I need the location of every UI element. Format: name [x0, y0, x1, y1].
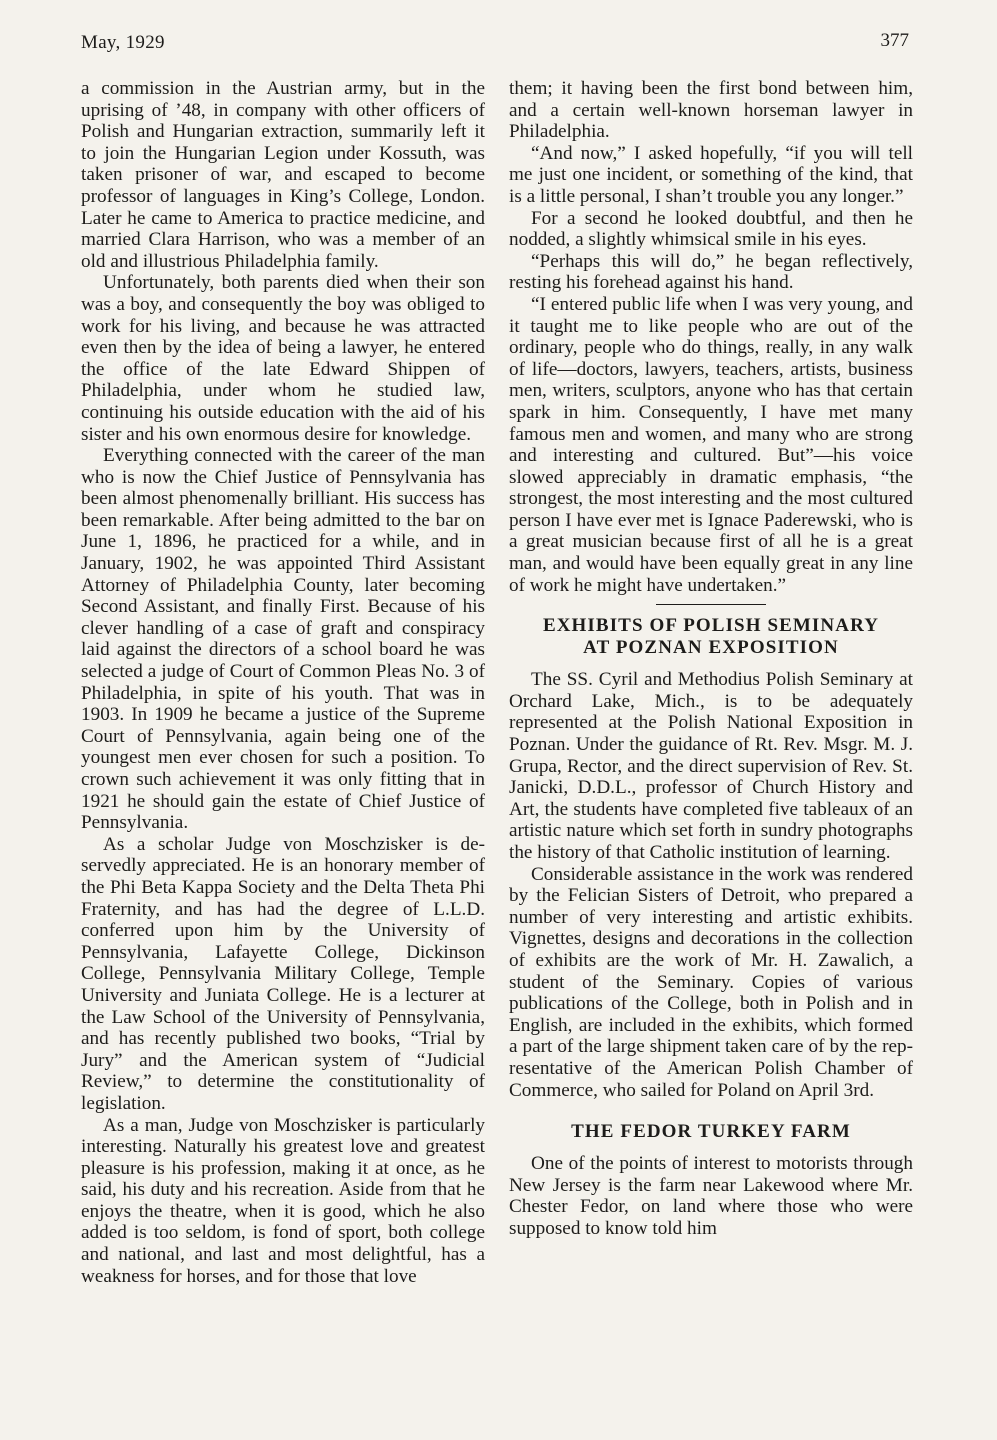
- section-heading-exhibits: [509, 615, 913, 659]
- paragraph: them; it having been the first bond between him, and a certain well-known horseman lawyer in Philadelphia.: [509, 78, 913, 143]
- paragraph: For a second he looked doubtful, and then he nodded, a slightly whimsical smile in his eyes.: [509, 207, 913, 251]
- page-number: 377: [880, 30, 909, 51]
- paragraph: Everything connected with the career of the man who is now the Chief Justice of Pennsylvania has been almost phenomenally brilliant. His success has been remarkable. After being admitted to the bar on June 1, 1896, he practiced for a while, and in January, 1902, he was appointed Third Assistant Attorney of Philadelphia County, later becoming Second Assistant, and finally First. Because of his clever handling of a case of graft and conspiracy laid against the directors of a school board he was selected a judge of Court of Common Pleas No. 3 of Philadelphia, in spite of his youth. That was in 1903. In 1909 he became a justice of the Supreme Court of Pennsylvania, again being one of the youngest men ever chosen for such a position. To crown such achievement it was only fitting that in 1921 he should gain the estate of Chief Justice of Pennsylvania.: [81, 445, 485, 834]
- paragraph: The SS. Cyril and Methodius Polish Seminary at Orchard Lake, Mich., is to be adequately represented at the Polish National Exposition in Poznan. Under the guidance of Rt. Rev. Msgr. M. J. Grupa, Rector, and the direct supervision of Rev. St. Janicki, D.D.L., professor of Church History and Art, the students have completed five tableaux of an artistic nature which set forth in sundry photographs the history of that Catholic institution of learning.: [509, 669, 913, 863]
- heading-line: EXHIBITS OF POLISH SEMINARY: [542, 615, 880, 637]
- paragraph: Unfortunately, both parents died when their son was a boy, and consequently the boy was obliged to work for his living, and because he was attracted even then by the idea of being a lawyer, he entered the office of the late Edward Shippen of Philadelphia, under whom he studied law, continuing his outside education with the aid of his sister and his own enormous desire for knowledge.: [81, 272, 485, 445]
- paragraph: “I entered public life when I was very young, and it taught me to like people who are out of the ordinary, people who do things, really, in any walk of life—doctors, lawyers, teachers, artists, business men, writers, sculptors, anyone who has that certain spark in him. Consequently, I have met many famous men and women, and many who are strong and interesting and cultured. But”—his voice slowed appreciably in dramatic emphasis, “the strongest, the most interesting and the most cultured person I have ever met is Ignace Paderewski, who is a great musician because first of all he is a great man, and would have been equally great in any line of work he might have undertaken.”: [509, 293, 913, 596]
- paragraph: a commission in the Austrian army, but in the uprising of ’48, in company with other officers of Polish and Hungarian extraction, summarily left it to join the Hungarian Legion under Kossuth, was taken prisoner of war, and escaped to become professor of languages in King’s College, London. Later he came to America to practice medicine, and married Clara Harrison, who was a member of an old and illustrious Philadelphia family.: [81, 78, 485, 272]
- paragraph: As a scholar Judge von Moschzisker is deservedly appreciated. He is an honorary member of the Phi Beta Kappa Society and the Delta Theta Phi Fraternity, and has had the degree of L.L.D. conferred upon him by the University of Pennsylvania, Lafayette College, Dickinson College, Pennsylvania Military College, Temple University and Juniata College. He is a lecturer at the Law School of the University of Pennsylvania, and has recently published two books, “Trial by Jury” and the American system of “Judicial Review,” to determine the constitutionality of legislation.: [81, 833, 485, 1114]
- paragraph: “And now,” I asked hopefully, “if you will tell me just one incident, or something of the kind, that is a little personal, I shan’t trouble you any longer.”: [509, 142, 913, 207]
- paragraph: Considerable assistance in the work was rendered by the Felician Sisters of Detroit, who prepared a number of very interesting and artistic exhibits. Vignettes, designs and decorations in the collection of exhibits are the work of Mr. H. Zawalich, a student of the Seminary. Copies of various publications of the College, both in Polish and in English, are included in the exhibits, which formed a part of the large shipment taken care of by the representative of the American Polish Chamber of Commerce, who sailed for Poland on April 3rd.: [509, 863, 913, 1101]
- spacer: [509, 1101, 913, 1115]
- right-column: [509, 78, 913, 1240]
- section-heading-fedor: THE FEDOR TURKEY FARM: [571, 1121, 851, 1143]
- left-column: [81, 78, 485, 1287]
- paragraph: As a man, Judge von Moschzisker is particularly interesting. Naturally his greatest love and greatest pleasure is his profession, making it at once, as he said, his duty and his recreation. Aside from that he enjoys the theatre, when it is good, which he also added is too seldom, is fond of sport, both college and national, and last and most delightful, has a weakness for horses, and for those that love: [81, 1114, 485, 1287]
- section-divider-rule: [656, 604, 766, 605]
- running-header-date: May, 1929: [81, 32, 165, 53]
- paragraph: One of the points of interest to motorists through New Jersey is the farm near Lakewood where Mr. Chester Fedor, on land where those who were supposed to know told him: [509, 1153, 913, 1239]
- paragraph: “Perhaps this will do,” he began reflectively, resting his forehead against his hand.: [509, 250, 913, 294]
- heading-line: AT POZNAN EXPOSITION: [583, 637, 839, 659]
